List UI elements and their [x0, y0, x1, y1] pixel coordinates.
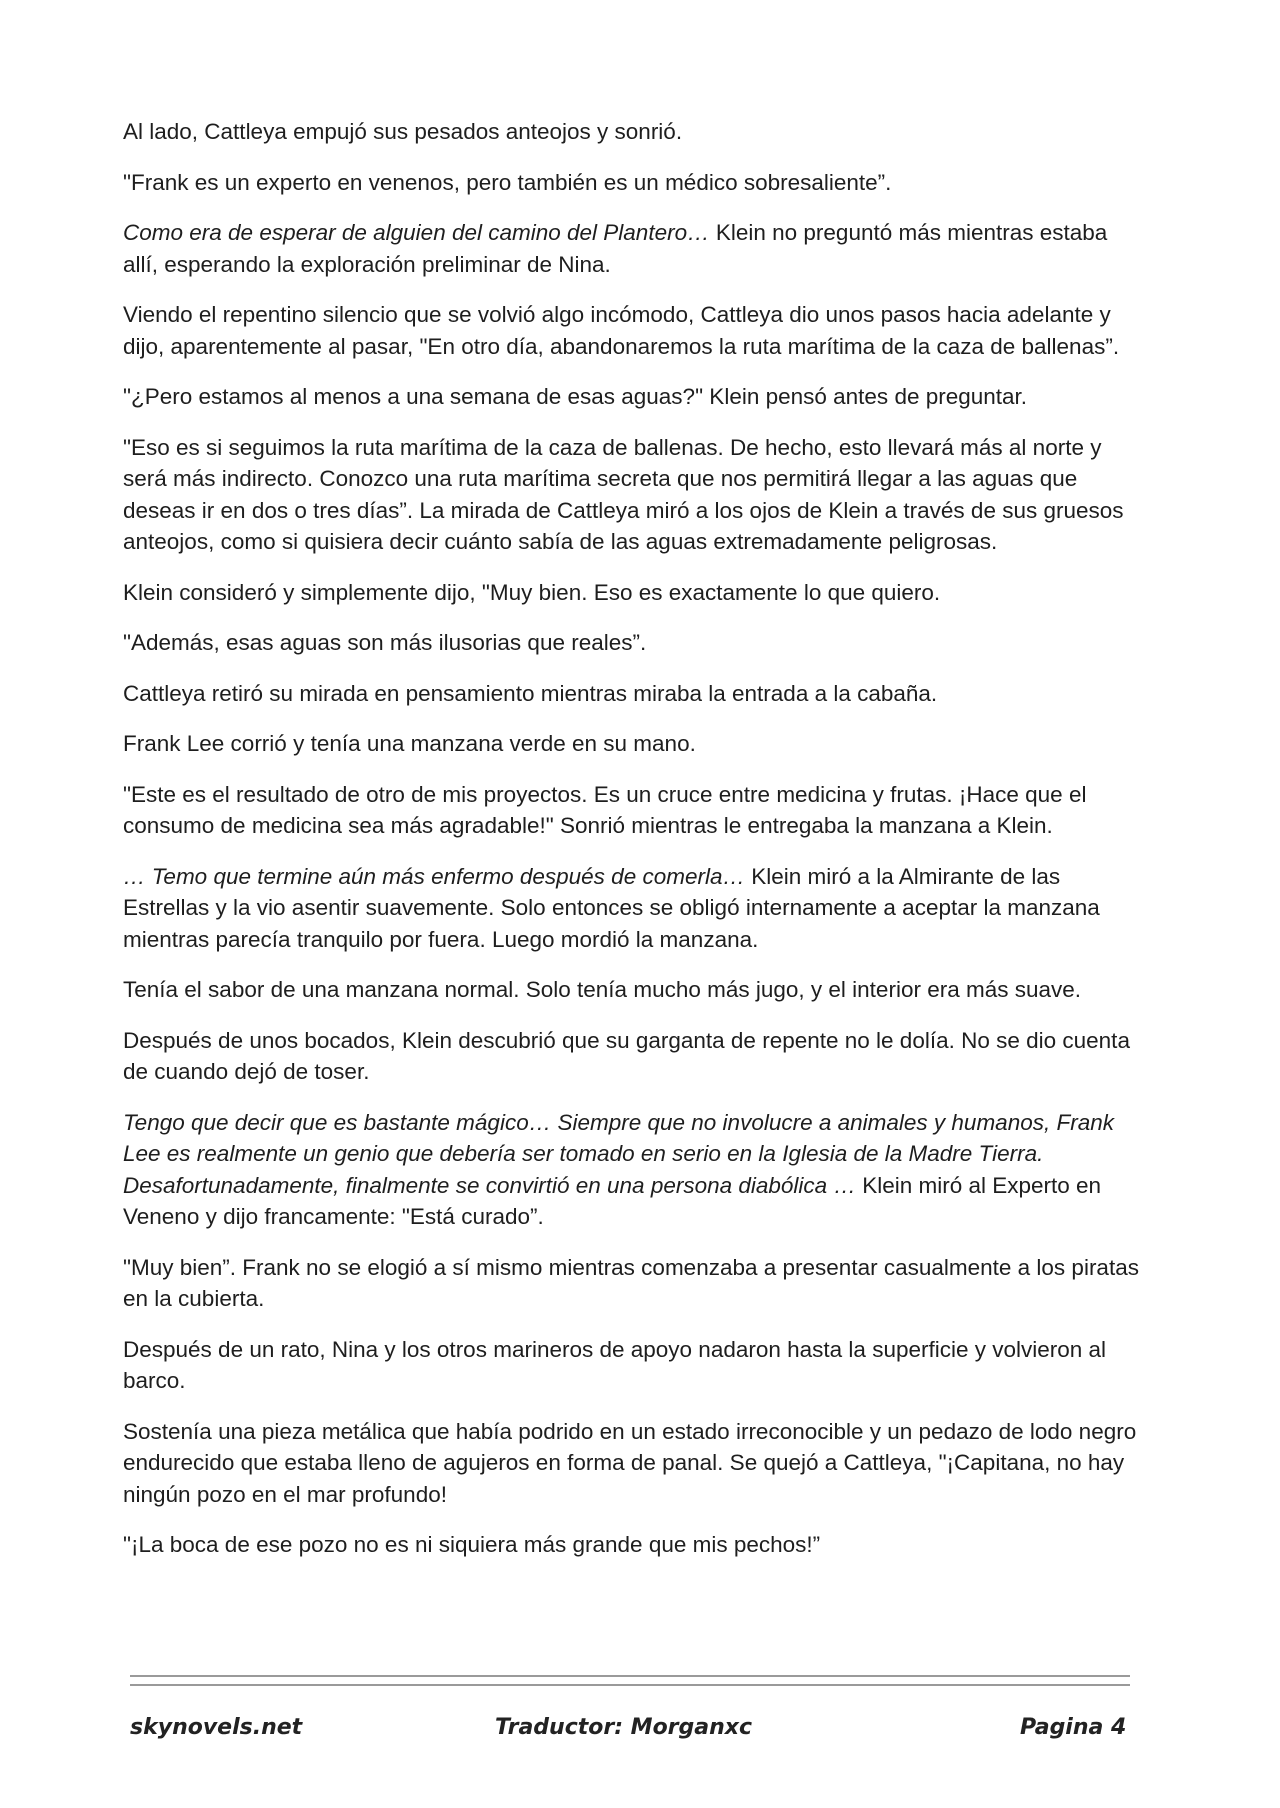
- paragraph: [123, 779, 1147, 842]
- text-run: Klein consideró y simplemente dijo, "Muy bien. Eso es exactamente lo que quiero.: [123, 579, 941, 605]
- text-run: "Muy bien”. Frank no se elogió a sí mismo mientras comenzaba a presentar casualmente a los piratas en la cubierta.: [123, 1254, 1139, 1311]
- footer-translator: Traductor: Morganxc: [495, 1715, 753, 1740]
- footer-page-number: Pagina 4: [1020, 1715, 1127, 1740]
- paragraph: [123, 974, 1147, 1006]
- paragraph: [123, 627, 1147, 659]
- italic-thought: … Temo que termine aún más enfermo después de comerla…: [123, 863, 745, 889]
- footer-site: skynovels.net: [130, 1715, 303, 1740]
- text-run: Klein miró a la Almirante de las Estrellas y la vio asentir suavemente. Solo entonces se obligó internamente a aceptar la manzana mientras parecía tranquilo por fuera. Luego mordió la manzana.: [123, 863, 1100, 952]
- text-run: "Además, esas aguas son más ilusorias que reales”.: [123, 630, 647, 655]
- paragraph: [123, 432, 1147, 558]
- paragraph: [123, 299, 1147, 362]
- paragraph: [123, 577, 1147, 609]
- text-run: Al lado, Cattleya empujó sus pesados anteojos y sonrió.: [123, 119, 683, 144]
- text-run: Después de unos bocados, Klein descubrió que su garganta de repente no le dolía. No se dio cuenta de cuando dejó de toser.: [123, 1027, 1130, 1084]
- text-run: "Este es el resultado de otro de mis proyectos. Es un cruce entre medicina y frutas. ¡Hace que el consumo de medicina sea más agradable!" Sonrió mientras le entregaba la manzana a Klein.: [123, 781, 1087, 838]
- italic-thought: Tengo que decir que es bastante mágico… Siempre que no involucre a animales y humanos, Frank Lee es realmente un genio que debería ser tomado en serio en la Iglesia de la Madre Tierra. Desafortunadamente, finalmente se convirtió en una persona diabólica …: [123, 1109, 1114, 1198]
- text-run: Cattleya retiró su mirada en pensamiento mientras miraba la entrada a la cabaña.: [123, 680, 938, 706]
- paragraph: [123, 678, 1147, 710]
- footer-divider-top: [130, 1675, 1130, 1677]
- text-run: "¿Pero estamos al menos a una semana de esas aguas?" Klein pensó antes de preguntar.: [123, 384, 1028, 409]
- text-run: Después de un rato, Nina y los otros marineros de apoyo nadaron hasta la superficie y volvieron al barco.: [123, 1336, 1107, 1393]
- text-run: Frank Lee corrió y tenía una manzana verde en su mano.: [123, 731, 696, 756]
- text-run: "¡La boca de ese pozo no es ni siquiera más grande que mis pechos!”: [123, 1532, 821, 1557]
- text-run: "Frank es un experto en venenos, pero también es un médico sobresaliente”.: [123, 169, 892, 195]
- text-run: Tenía el sabor de una manzana normal. Solo tenía mucho más jugo, y el interior era más suave.: [123, 977, 1082, 1002]
- italic-thought: Como era de esperar de alguien del camino del Plantero…: [123, 220, 710, 245]
- chapter-text: [123, 116, 1147, 1580]
- paragraph: [123, 381, 1147, 413]
- footer-divider-bottom: [130, 1684, 1130, 1686]
- text-run: Klein no preguntó más mientras estaba allí, esperando la exploración preliminar de Nina.: [123, 220, 1108, 277]
- paragraph: [123, 1529, 1147, 1561]
- paragraph: [123, 1107, 1147, 1233]
- paragraph: [123, 217, 1147, 280]
- paragraph: [123, 116, 1147, 148]
- text-run: "Eso es si seguimos la ruta marítima de la caza de ballenas. De hecho, esto llevará más al norte y será más indirecto. Conozco una ruta marítima secreta que nos permitirá llegar a las aguas que deseas ir en dos o tres días”. La mirada de Cattleya miró a los ojos de Klein a través de sus gruesos anteojos, como si quisiera decir cuánto sabía de las aguas extremadamente peligrosas.: [123, 434, 1124, 554]
- paragraph: [123, 1334, 1147, 1397]
- text-run: Viendo el repentino silencio que se volvió algo incómodo, Cattleya dio unos pasos hacia adelante y dijo, aparentemente al pasar, "En otro día, abandonaremos la ruta marítima de la caza de ballenas”.: [123, 302, 1120, 359]
- paragraph: [123, 1416, 1147, 1511]
- paragraph: [123, 167, 1147, 199]
- paragraph: [123, 728, 1147, 760]
- text-run: Sostenía una pieza metálica que había podrido en un estado irreconocible y un pedazo de lodo negro endurecido que estaba lleno de agujeros en forma de panal. Se quejó a Cattleya, "¡Capitana, no hay ningún pozo en el mar profundo!: [123, 1418, 1137, 1507]
- paragraph: [123, 1025, 1147, 1088]
- text-run: Klein miró al Experto en Veneno y dijo francamente: "Está curado”.: [123, 1172, 1102, 1229]
- paragraph: [123, 1252, 1147, 1315]
- paragraph: [123, 861, 1147, 956]
